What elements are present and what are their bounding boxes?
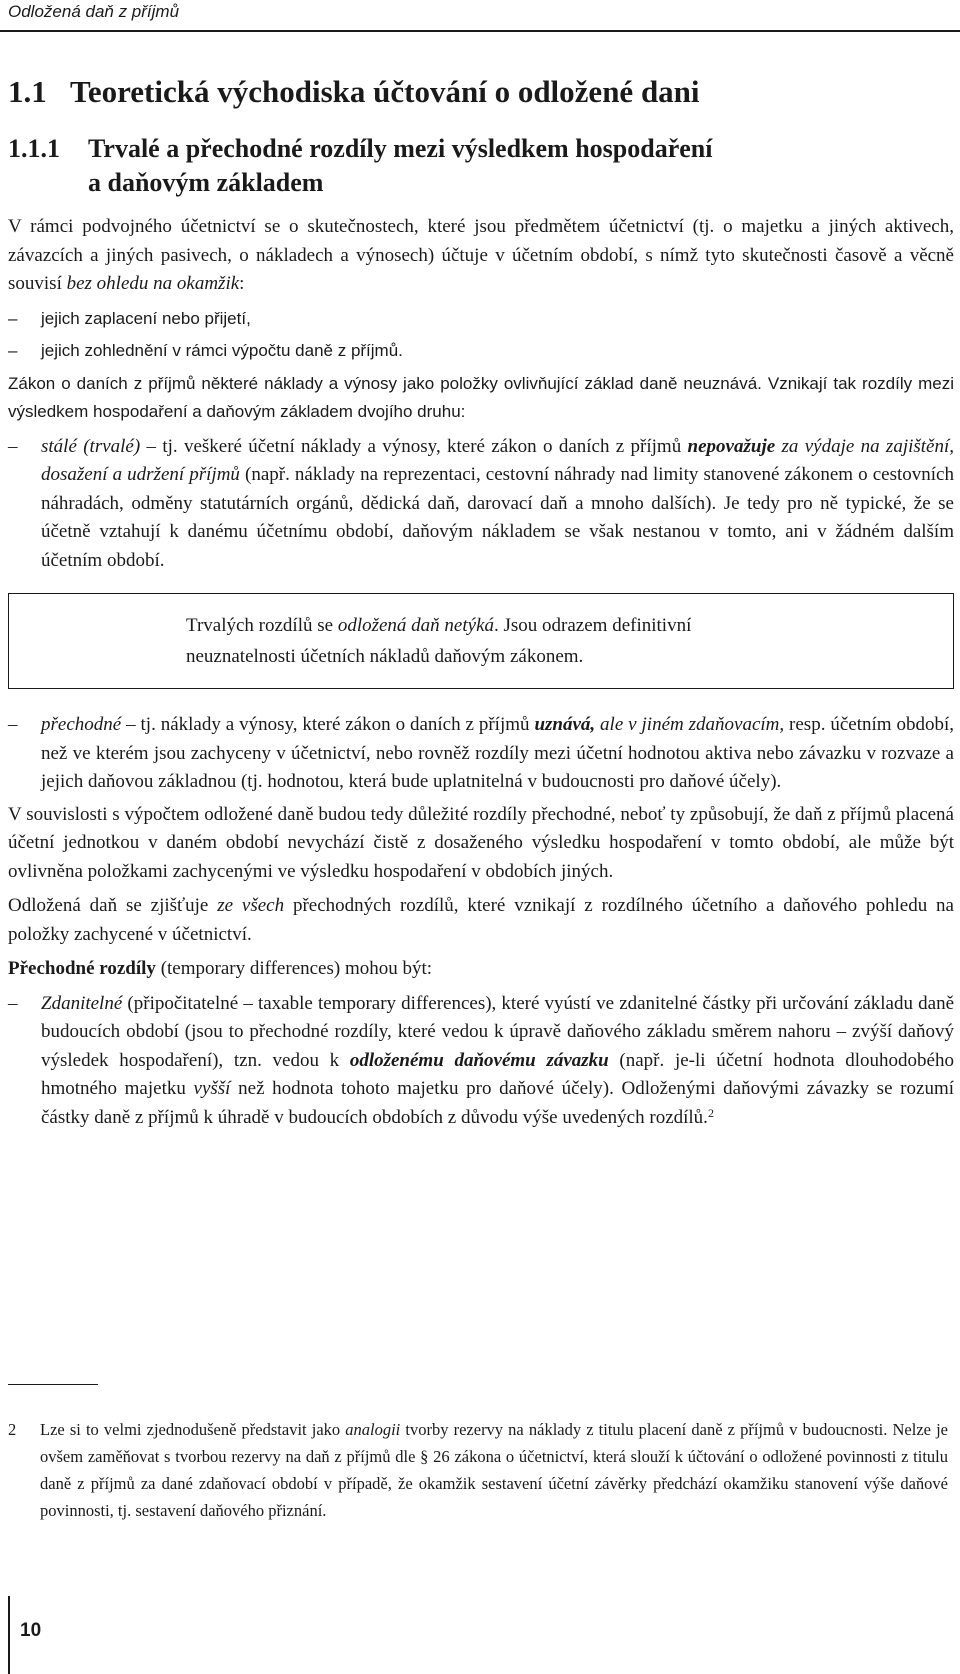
dash-bullet: – — [8, 435, 18, 457]
subsection-heading — [8, 132, 728, 200]
text-run: : — [239, 273, 245, 294]
paragraph-law: Zákon o daních z příjmů některé náklady a výnosy jako položky ovlivňující základ daně neuznává. Vznikají tak rozdíly mezi výsledkem hospodaření a daňovým základem dvojího druhu: — [8, 373, 954, 421]
section-title: Teoretická východiska účtování o odložené dani — [70, 74, 700, 109]
strong-emphasis-text: uznává, — [534, 714, 596, 735]
running-header: Odložená daň z příjmů — [8, 2, 180, 21]
header-rule — [0, 30, 960, 32]
footnote — [8, 1416, 948, 1524]
dash-bullet: – — [8, 714, 18, 735]
list-item-permanent — [8, 433, 954, 576]
highlight-text — [186, 610, 776, 672]
emphasis-text: Zdanitelné — [41, 992, 123, 1014]
page-number-rule — [8, 1596, 10, 1674]
emphasis-text: odložená daň netýká — [337, 615, 494, 636]
strong-text: Přechodné rozdíly — [8, 958, 156, 979]
text-run: – tj. náklady a výnosy, které zákon o daních z příjmů — [121, 714, 535, 735]
emphasis-text: přechodné — [41, 714, 122, 735]
text-run: . Jsou odrazem definitivní neuznatelnosti účetních nákladů daňovým zákonem. — [186, 615, 692, 667]
text-run: resp. účetním období, než ve kterém jsou zachyceny v účetnictví, nebo rovněž rozdíly mezi účetní hodnotou aktiva nebo závazku v rozvaze a jejich daňovou základnou (tj. hodnotou, která bude uplatnitelná v budoucnosti pro daňové účely). — [41, 714, 954, 792]
strong-emphasis-text: odloženému daňovému závazku — [349, 1049, 609, 1071]
text-run: (např. je-li účetní hodnota dlouhodobého hmotného majetku — [41, 1049, 954, 1099]
footnote-ref[interactable]: 2 — [707, 1105, 714, 1120]
text-run: V rámci podvojného účetnictví se o skutečnostech, které jsou předmětem účetnictví (tj. o majetku a jiných aktivech, závazcích a jiných pasivech, o nákladech a výnosech) účtuje v účetním období, s nímž tyto skutečnosti časově a věcně souvisí — [8, 216, 954, 294]
list-item — [8, 305, 954, 334]
text-run: (temporary differences) mohou být: — [155, 958, 433, 979]
footnote-text — [40, 1416, 948, 1524]
dash-bullet: – — [8, 308, 18, 328]
paragraph-context: V souvislosti s výpočtem odložené daně budou tedy důležité rozdíly přechodné, neboť ty způsobují, že daň z příjmů placená účetní jednotkou v daném období nevychází čistě z dosaženého výsledku hospodaření v tomto období, ale může být ovlivněna položkami zachycenými ve výsledku hospodaření v obdobích jiných. — [8, 803, 954, 882]
text-run: Lze si to velmi zjednodušeně představit jako — [40, 1420, 346, 1439]
emphasis-text: vyšší — [193, 1078, 231, 1099]
list-item-temporary — [8, 711, 954, 797]
emphasis-text: analogii — [345, 1420, 401, 1439]
strong-emphasis-text: nepovažuje — [687, 435, 776, 457]
text-run: – tj. veškeré účetní náklady a výnosy, které zákon o daních z příjmů — [140, 435, 688, 457]
emphasis-text: za výdaje na zajištění, dosažení a udržení příjmů — [41, 435, 955, 485]
text-run: (připočitatelné – taxable temporary differences), které vyústí ve zdanitelné částky při určování základu daně budoucích období (jsou to přechodné rozdíly, které vedou k úpravě daňového základu směrem nahoru – zvýší daňový výsledek hospodaření), tzn. vedou k — [41, 992, 954, 1071]
text-run: přechodných rozdílů, které vznikají z rozdílného účetního a daňového pohledu na položky zachycené v účetnictví. — [8, 895, 954, 945]
text-run: (např. náklady na reprezentaci, cestovní náhrady nad limity stanovené zákonem o cestovních náhradách, odměny statutárních orgánů, dědická daň, darovací daň a mnoho dalších). Je tedy pro ně typické, že se účetně vztahují k danému účetnímu období, daňovým nákladem se však nestanou v tomto, ani v žádném dalším účetním období. — [41, 464, 954, 571]
footnote-rule — [8, 1384, 98, 1385]
subsection-title: Trvalé a přechodné rozdíly mezi výsledkem hospodaření a daňovým základem — [88, 134, 713, 197]
section-number: 1.1 — [8, 74, 47, 109]
paragraph-intro — [8, 213, 954, 299]
section-heading — [8, 72, 700, 112]
list-item-taxable — [8, 990, 954, 1133]
subsection-number: 1.1.1 — [8, 134, 60, 163]
paragraph-types — [8, 955, 954, 984]
list-item — [8, 337, 954, 366]
dash-bullet: – — [8, 341, 18, 360]
page-number: 10 — [20, 1620, 42, 1641]
text-run: Trvalých rozdílů se — [186, 615, 338, 636]
list-item-text: jejich zaplacení nebo přijetí, — [41, 308, 251, 328]
body-text — [8, 213, 954, 1136]
emphasis-text: stálé (trvalé) — [41, 435, 141, 457]
highlight-box — [8, 593, 954, 689]
paragraph-scope — [8, 892, 954, 949]
text-run: Odložená daň se zjišťuje — [8, 895, 218, 916]
text-run: než hodnota tohoto majetku pro daňové účely). Odloženými daňovými závazky se rozumí částky daně z příjmů k úhradě v budoucích obdobích z důvodu výše uvedených rozdílů. — [41, 1078, 954, 1128]
emphasis-text: bez ohledu na okamžik — [66, 273, 240, 294]
list-item-text: jejich zohlednění v rámci výpočtu daně z příjmů. — [41, 341, 403, 360]
emphasis-text: ze všech — [217, 895, 285, 916]
footnote-number: 2 — [8, 1420, 17, 1439]
dash-bullet: – — [8, 992, 18, 1014]
emphasis-text: ale v jiném zdaňovacím, — [595, 714, 785, 735]
text-run: tvorby rezervy na náklady z titulu placení daně z příjmů v budoucnosti. Nelze je ovšem zaměňovat s tvorbou rezervy na daň z příjmů dle § 26 zákona o účetnictví, která slouží k účtování o odložené povinnosti z titulu daně z příjmů za dané zdaňovací období v případě, že okamžik sestavení účetní závěrky předchází okamžiku stanovení výše daňové povinnosti, tj. sestavení daňového přiznání. — [40, 1420, 948, 1520]
